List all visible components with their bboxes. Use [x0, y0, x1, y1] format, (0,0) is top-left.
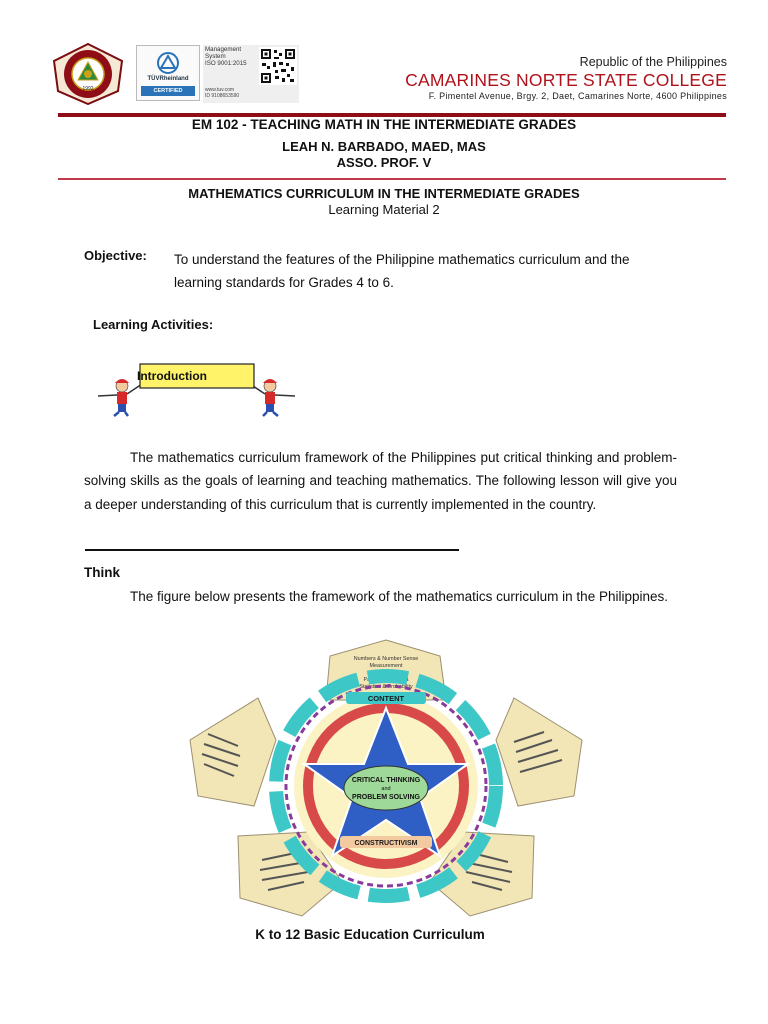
content-item: Patterns & Algebra	[363, 677, 409, 683]
introduction-label: Introduction	[137, 369, 207, 383]
center-label: and	[381, 786, 391, 792]
pentagon-right	[496, 698, 582, 806]
curriculum-framework-diagram	[178, 636, 594, 920]
think-paragraph: The figure below presents the framework of the mathematics curriculum in the Philippines.	[130, 589, 668, 604]
seal-year: 1992	[82, 86, 94, 92]
tuv-certification-badge	[136, 45, 200, 101]
instructor-rank: ASSO. PROF. V	[336, 155, 432, 170]
iso-certification	[203, 45, 299, 103]
course-divider	[58, 178, 726, 180]
tuv-triangle-icon	[157, 52, 179, 74]
republic-label: Republic of the Philippines	[579, 55, 727, 69]
introduction-sign	[92, 362, 300, 418]
content-banner: CONTENT	[367, 694, 405, 703]
instructor-name: LEAH N. BARBADO, MAED, MAS	[282, 139, 486, 154]
college-seal	[52, 43, 124, 105]
figure-caption: K to 12 Basic Education Curriculum	[255, 927, 485, 942]
iso-line: Management	[205, 46, 242, 53]
constructivism-banner: CONSTRUCTIVISM	[354, 840, 418, 847]
pentagon-left	[190, 698, 276, 806]
material-title: MATHEMATICS CURRICULUM IN THE INTERMEDIATE GRADES	[188, 186, 580, 201]
cartoon-right-icon	[250, 379, 295, 416]
iso-web-line: www.tuv.com	[205, 87, 235, 93]
qr-code-icon	[259, 47, 297, 85]
objective-label: Objective:	[84, 248, 147, 263]
college-address: F. Pimentel Avenue, Brgy. 2, Daet, Camarines Norte, 4600 Philippines	[428, 91, 727, 101]
cartoon-left-icon	[98, 379, 142, 416]
cert-brand: TÜVRheinland	[147, 76, 189, 82]
center-label: CRITICAL THINKING	[351, 777, 421, 784]
college-name: CAMARINES NORTE STATE COLLEGE	[405, 70, 727, 90]
cert-badge: CERTIFIED	[141, 86, 195, 96]
course-title: EM 102 - TEACHING MATH IN THE INTERMEDIATE GRADES	[191, 117, 577, 132]
material-subtitle: Learning Material 2	[328, 202, 440, 217]
iso-web-line: ID 9108653590	[205, 93, 240, 99]
content-item: Statistics & Probability	[359, 684, 413, 690]
content-item: Geometry	[374, 670, 398, 676]
iso-line: ISO 9001:2015	[205, 60, 247, 68]
content-item: Measurement	[369, 663, 403, 669]
section-divider	[85, 549, 459, 551]
intro-paragraph: The mathematics curriculum framework of the Philippines put critical thinking and problem-solving skills as the goals of learning and teaching mathematics. The following lesson will give you a deeper understanding of this curriculum that is currently implemented in the country.	[84, 450, 677, 512]
objective-text: To understand the features of the Philippine mathematics curriculum and the learning standards for Grades 4 to 6.	[174, 252, 630, 290]
think-label: Think	[84, 565, 120, 580]
center-label: PROBLEM SOLVING	[352, 794, 420, 801]
iso-line: System	[205, 53, 226, 61]
learning-activities-label: Learning Activities:	[93, 317, 214, 332]
content-item: Numbers & Number Sense	[353, 656, 419, 662]
